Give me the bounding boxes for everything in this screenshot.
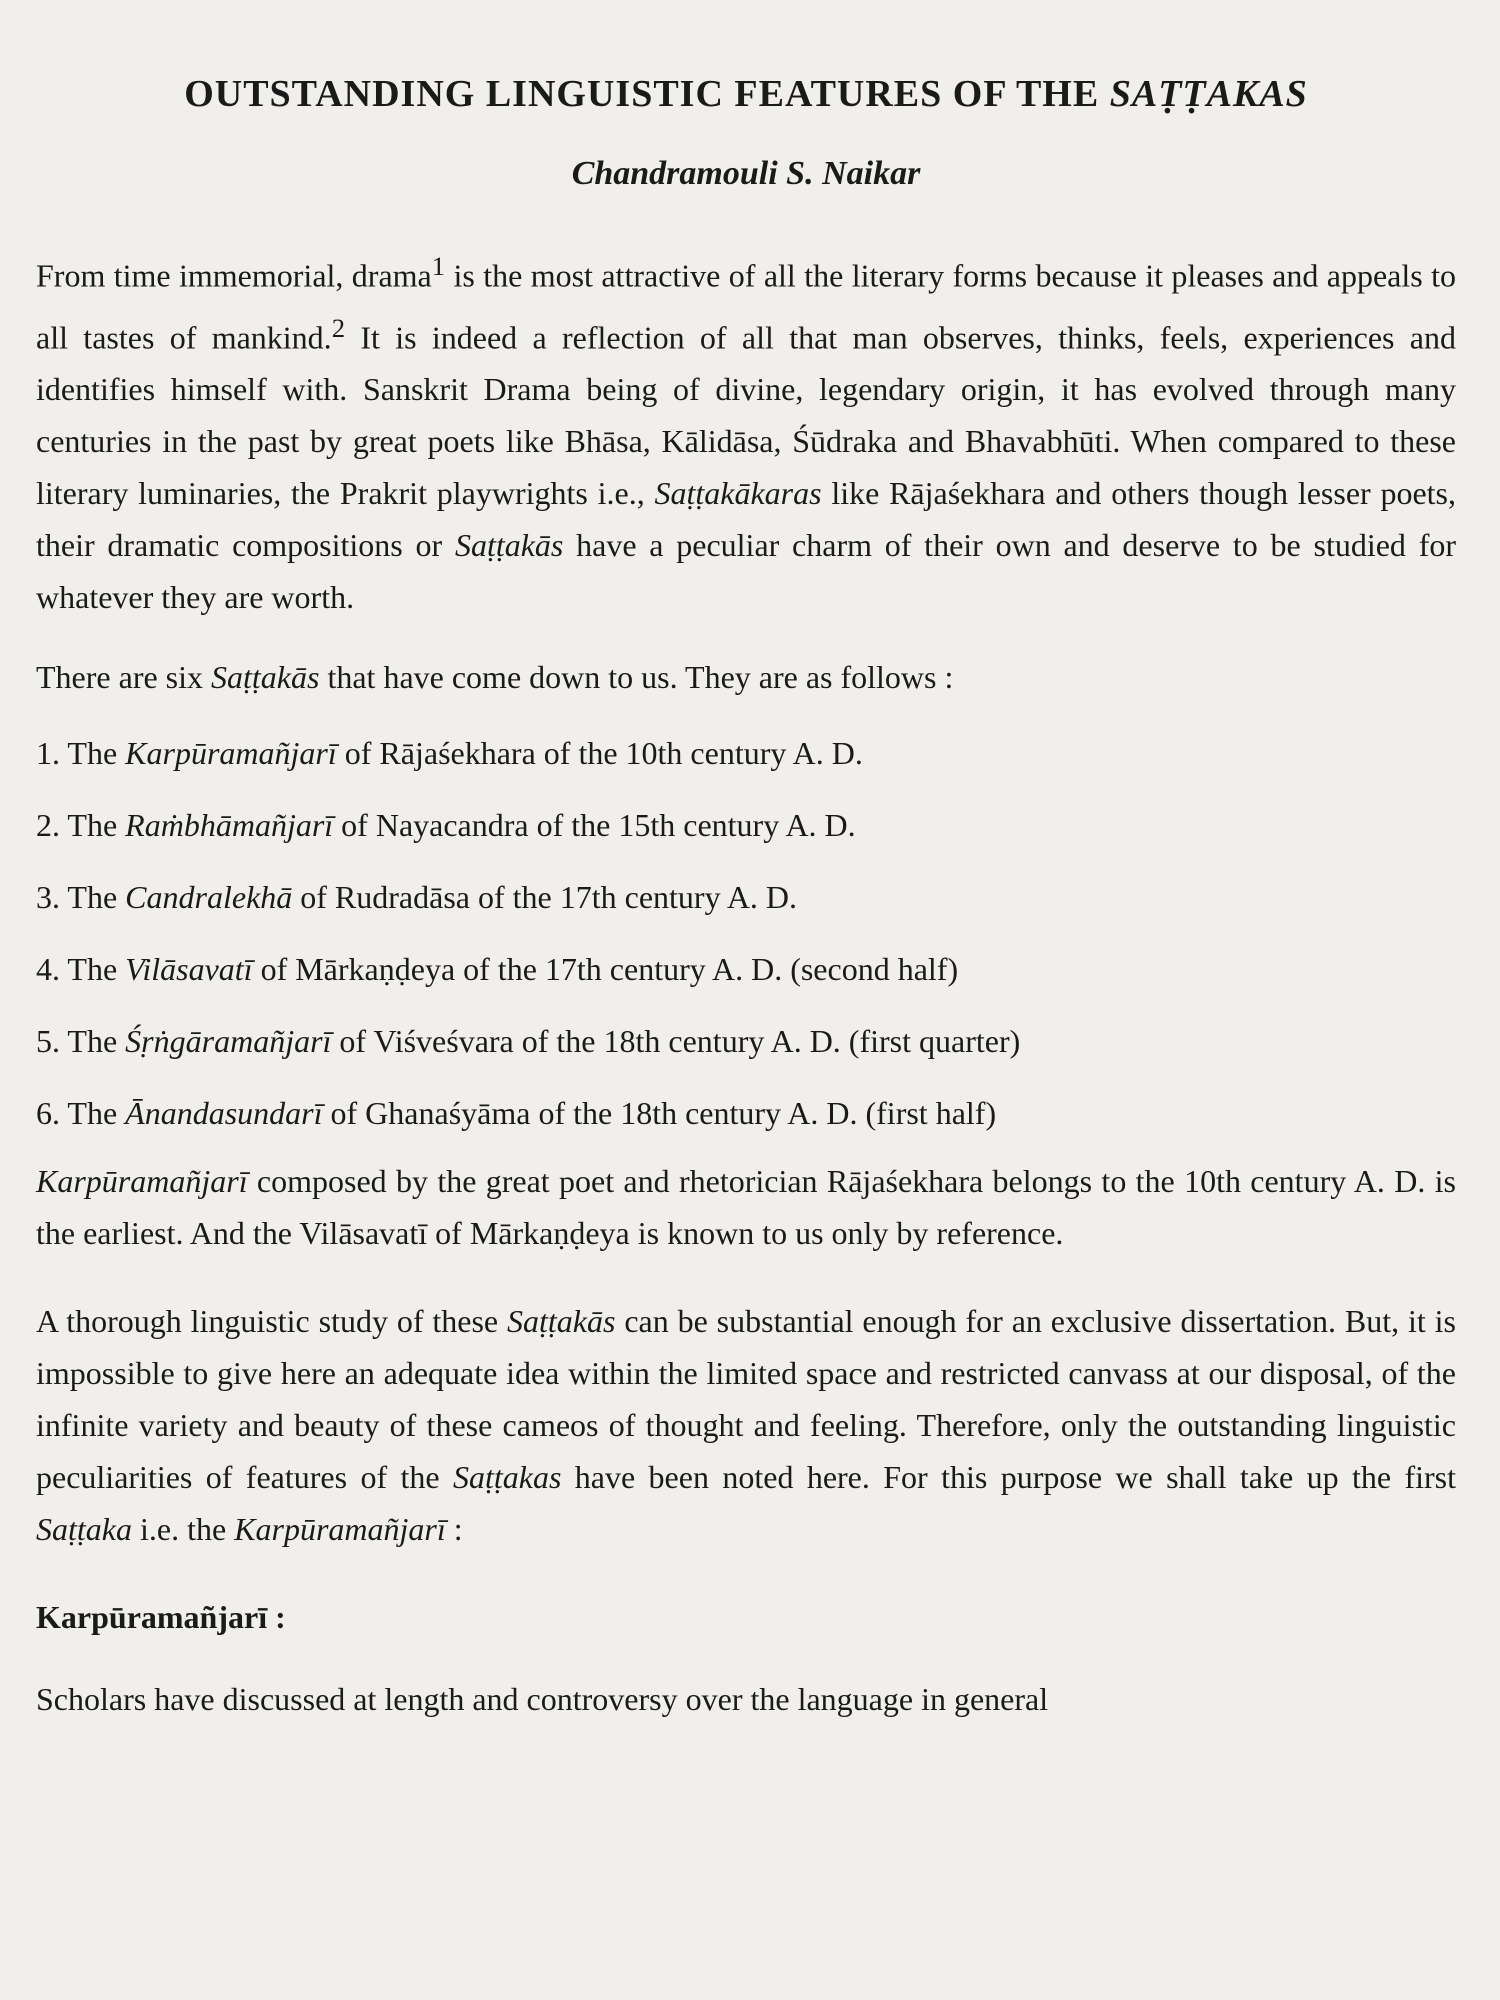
work-title: Karpūramañjarī: [125, 735, 337, 772]
italic-term: Saṭṭakas: [452, 1459, 562, 1496]
work-title: Candralekhā: [125, 879, 293, 916]
section-heading: Karpūramañjarī :: [36, 1599, 286, 1636]
list-text: of Ghanaśyāma of the 18th century A. D. (first half): [322, 1095, 997, 1132]
text-span: i.e. the: [131, 1511, 235, 1548]
list-number: 1. The: [36, 735, 126, 772]
title-emphasis: SAṬṬAKAS: [1109, 73, 1308, 115]
text-span: A thorough linguistic study of these: [36, 1303, 507, 1340]
italic-term: Karpūramañjarī: [234, 1511, 446, 1548]
list-item: [36, 861, 1456, 933]
list-item: [36, 933, 1456, 1005]
text-span: like Rājaśekhara and others though lesser poets, their dramatic compositions or: [36, 475, 1457, 564]
paragraph-scholars: Scholars have discussed at length and controversy over the language in general: [36, 1681, 1049, 1718]
text-span: From time immemorial, drama: [36, 257, 432, 294]
list-number: 2. The: [36, 807, 126, 844]
footnote-ref-2: 2: [331, 312, 346, 343]
list-number: 4. The: [36, 951, 126, 988]
work-title: Raṁbhāmañjarī: [125, 807, 334, 844]
text-span: can be substantial enough for an exclusive dissertation. But, it is impossible to give here an adequate idea within the limited space and restricted canvass at our disposal, of the infinite variety and beauty of these cameos of thought and feeling. Therefore, only the outstanding linguistic peculiarities of features of the: [36, 1303, 1456, 1496]
italic-term: Saṭṭakās: [454, 527, 564, 564]
italic-term: Karpūramañjarī: [36, 1163, 248, 1200]
italic-term: Saṭṭakās: [507, 1303, 616, 1340]
footnote-ref-1: 1: [431, 251, 446, 281]
list-text: of Viśveśvara of the 18th century A. D. (first quarter): [331, 1023, 1021, 1060]
work-title: Ānandasundarī: [125, 1095, 323, 1132]
paragraph-linguistic-study: [36, 1295, 1456, 1555]
article-title: [36, 70, 1456, 118]
italic-term: Saṭṭakākaras: [654, 475, 822, 512]
text-span: :: [445, 1511, 463, 1548]
list-number: 5. The: [36, 1023, 126, 1060]
list-text: of Rudradāsa of the 17th century A. D.: [292, 879, 798, 916]
text-span: have a peculiar charm of their own and deserve to be studied for whatever they are worth.: [36, 527, 1457, 616]
article: [36, 70, 1456, 1725]
sattaka-list: [36, 717, 1456, 1149]
text-span: There are six: [36, 659, 212, 696]
list-item: [36, 717, 1456, 789]
paragraph-intro-drama: [36, 240, 1456, 623]
italic-term: Saṭṭakās: [211, 659, 320, 696]
text-span: that have come down to us. They are as follows :: [319, 659, 954, 696]
list-item: [36, 789, 1456, 861]
text-span: have been noted here. For this purpose we shall take up the first: [561, 1459, 1457, 1496]
list-text: of Nayacandra of the 15th century A. D.: [333, 807, 856, 844]
paragraph-karpuramanjari-earliest: [36, 1155, 1456, 1259]
text-span: composed by the great poet and rhetorician Rājaśekhara belongs to the 10th century A. D. is the earliest. And the Vilāsavatī of Mārkaṇḍeya is known to us only by reference.: [36, 1163, 1456, 1252]
list-number: 6. The: [36, 1095, 126, 1132]
list-item: [36, 1005, 1456, 1077]
paragraph-six-sattakas: [36, 651, 1456, 703]
list-text: of Mārkaṇḍeya of the 17th century A. D. (second half): [252, 951, 959, 988]
list-number: 3. The: [36, 879, 126, 916]
title-main: OUTSTANDING LINGUISTIC FEATURES OF THE: [184, 73, 1110, 115]
work-title: Vilāsavatī: [125, 951, 253, 988]
author-name: Chandramouli S. Naikar: [571, 155, 921, 192]
text-span: It is indeed a reflection of all that man observes, thinks, feels, experiences and identifies himself with. Sanskrit Drama being of divine, legendary origin, it has evolved through many centuries in the past by great poets like Bhāsa, Kālidāsa, Śūdraka and Bhavabhūti. When compared to these literary luminaries, the Prakrit playwrights i.e.,: [36, 319, 1457, 512]
text-span: is the most attractive of all the literary forms because it pleases and appeals to all tastes of mankind.: [36, 257, 1457, 356]
work-title: Śṛṅgāramañjarī: [125, 1023, 332, 1060]
list-text: of Rājaśekhara of the 10th century A. D.: [336, 735, 863, 772]
list-item: [36, 1077, 1456, 1149]
italic-term: Saṭṭaka: [36, 1511, 132, 1548]
